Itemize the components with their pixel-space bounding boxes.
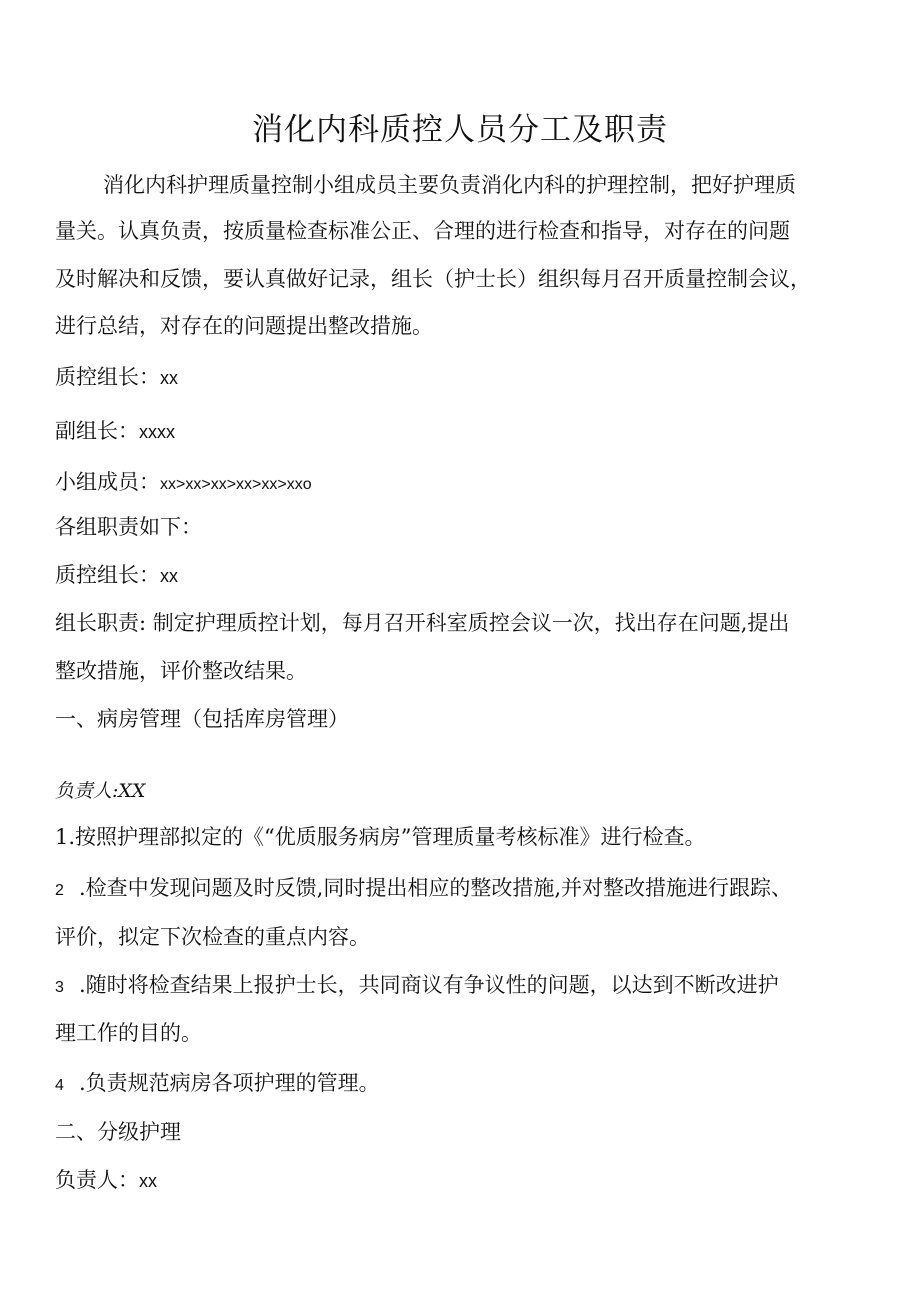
deputy-row	[55, 416, 175, 447]
section1-item-1: 1.按照护理部拟定的《“优质服务病房”管理质量考核标准》进行检查。	[55, 825, 706, 849]
deputy-label: 副组长：	[55, 419, 139, 443]
section1-heading: 一、病房管理（包括库房管理）	[55, 707, 349, 731]
members-row	[55, 467, 312, 500]
section1-item-4-line-1	[55, 1068, 380, 1101]
leader-section-row	[55, 560, 178, 591]
item-3-number: 3	[55, 979, 64, 996]
leader-duty-line-1: 组长职责: 制定护理质控计划，每月召开科室质控会议一次，找出存在问题,提出	[55, 611, 790, 635]
section1-responsible: 负责人:XX	[55, 780, 146, 802]
document-title: 消化内科质控人员分工及职责	[252, 112, 668, 148]
members-value: xx>xx>xx>xx>xx>xxo	[160, 476, 312, 493]
section1-item-3-line-2: 理工作的目的。	[55, 1021, 202, 1045]
item-4-text: .负责规范病房各项护理的管理。	[79, 1071, 380, 1095]
intro-line-4: 进行总结，对存在的问题提出整改措施。	[55, 314, 433, 338]
leader-label: 质控组长：	[55, 365, 160, 389]
leader-row	[55, 362, 178, 393]
leader-section-value: xx	[160, 566, 178, 586]
intro-line-1: 消化内科护理质量控制小组成员主要负责消化内科的护理控制，把好护理质	[103, 173, 796, 197]
section1-item-3-line-1	[55, 970, 779, 1003]
item-4-number: 4	[55, 1077, 64, 1094]
section2-responsible-label: 负责人：	[55, 1168, 139, 1192]
duties-intro: 各组职责如下：	[55, 515, 202, 539]
intro-line-2: 量关。认真负责，按质量检查标准公正、合理的进行检查和指导，对存在的问题	[55, 219, 790, 243]
section2-responsible-row	[55, 1165, 157, 1196]
item-2-number: 2	[55, 882, 64, 899]
section1-item-2-line-1	[55, 873, 792, 906]
leader-section-label: 质控组长：	[55, 563, 160, 587]
item-3-text: .随时将检查结果上报护士长，共同商议有争议性的问题，以达到不断改进护	[79, 973, 779, 997]
leader-duty-line-2: 整改措施，评价整改结果。	[55, 659, 307, 683]
section2-responsible-value: xx	[139, 1171, 157, 1191]
item-2-text: .检查中发现问题及时反馈,同时提出相应的整改措施,并对整改措施进行跟踪、	[79, 876, 793, 900]
intro-line-3: 及时解决和反馈，要认真做好记录，组长（护士长）组织每月召开质量控制会议，	[55, 267, 811, 291]
section2-heading: 二、分级护理	[55, 1120, 181, 1144]
deputy-value: xxxx	[139, 422, 175, 442]
section1-item-2-line-2: 评价，拟定下次检查的重点内容。	[55, 925, 370, 949]
leader-value: xx	[160, 368, 178, 388]
members-label: 小组成员：	[55, 470, 160, 494]
